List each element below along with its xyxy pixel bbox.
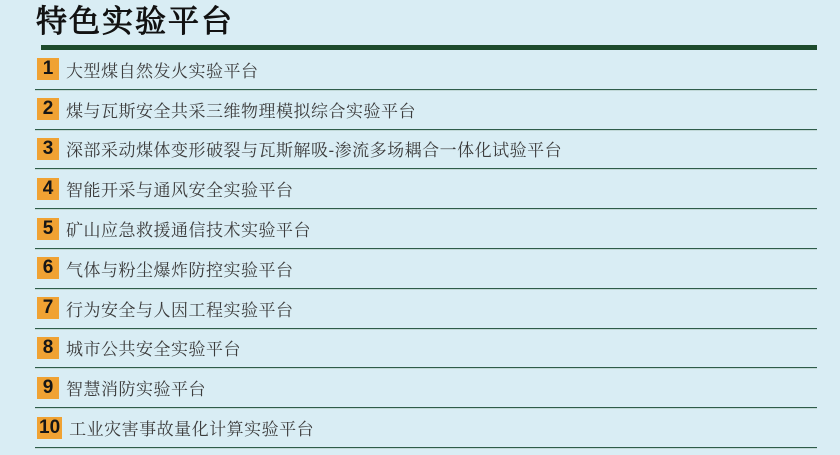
item-number-badge: 9 <box>37 377 59 399</box>
item-label: 矿山应急救援通信技术实验平台 <box>66 221 311 241</box>
page-title: 特色实验平台 <box>36 4 234 39</box>
list-item <box>35 209 817 249</box>
list-item <box>35 50 817 90</box>
list-item <box>35 329 817 369</box>
item-number-badge: 7 <box>37 297 59 319</box>
item-label: 城市公共安全实验平台 <box>66 340 241 360</box>
item-label: 气体与粉尘爆炸防控实验平台 <box>66 260 294 280</box>
item-number-badge: 3 <box>37 138 59 160</box>
item-label: 深部采动煤体变形破裂与瓦斯解吸-渗流多场耦合一体化试验平台 <box>66 141 563 161</box>
item-label: 大型煤自然发火实验平台 <box>66 61 259 81</box>
item-number-badge: 1 <box>37 58 59 80</box>
list-item <box>35 289 817 329</box>
item-label: 智能开采与通风安全实验平台 <box>66 181 294 201</box>
list-item <box>35 130 817 170</box>
list-item <box>35 249 817 289</box>
list-item <box>35 169 817 209</box>
item-number-badge: 5 <box>37 218 59 240</box>
item-label: 煤与瓦斯安全共采三维物理模拟综合实验平台 <box>66 101 416 121</box>
item-number-badge: 2 <box>37 98 59 120</box>
item-label: 智慧消防实验平台 <box>66 380 206 400</box>
page <box>0 6 840 455</box>
list-item <box>35 408 817 448</box>
item-label: 行为安全与人因工程实验平台 <box>66 300 294 320</box>
list-item <box>35 368 817 408</box>
item-number-badge: 4 <box>37 178 59 200</box>
list-item <box>35 90 817 130</box>
item-number-badge: 10 <box>39 416 61 438</box>
platform-list <box>35 50 817 448</box>
item-number-badge: 8 <box>37 337 59 359</box>
item-label: 工业灾害事故量化计算实验平台 <box>69 420 315 440</box>
item-number-badge: 6 <box>37 257 59 279</box>
